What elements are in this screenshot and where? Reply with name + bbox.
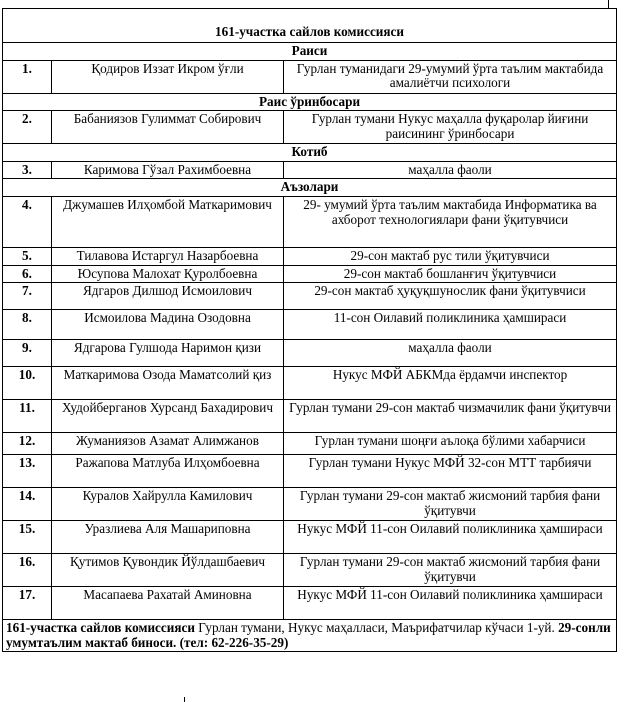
member-name: Ядгарова Гулшода Наримон қизи [52, 340, 284, 367]
member-number: 17. [3, 587, 52, 620]
member-position: маҳалла фаоли [284, 161, 617, 179]
section-row-secretary [3, 144, 617, 162]
member-number: 12. [3, 433, 52, 455]
title-row [3, 9, 617, 43]
member-row [3, 265, 617, 283]
member-row [3, 587, 617, 620]
member-row [3, 455, 617, 488]
member-name: Юсупова Малохат Қуролбоевна [52, 265, 284, 283]
table-title: 161-участка сайлов комиссияси [3, 9, 617, 43]
member-name: Маткаримова Озода Маматсолий қиз [52, 367, 284, 400]
member-name: Ражапова Матлуба Илҳомбоевна [52, 455, 284, 488]
member-name: Қодиров Иззат Икром ўғли [52, 60, 284, 93]
member-name: Ядгаров Дилшод Исмоилович [52, 283, 284, 310]
member-row [3, 60, 617, 93]
member-position: Нукус МФЙ 11-сон Оилавий поликлиника ҳамшираси [284, 521, 617, 554]
member-position: Гурлан тумани 29-сон мактаб жисмоний тарбия фани ўқитувчи [284, 488, 617, 521]
member-position: Гурлан туманидаги 29-умумий ўрта таълим мактабида амалиётчи психологи [284, 60, 617, 93]
member-name: Джумашев Илҳомбой Маткаримович [52, 196, 284, 247]
section-row-deputy [3, 93, 617, 111]
member-row [3, 283, 617, 310]
member-number: 9. [3, 340, 52, 367]
member-number: 14. [3, 488, 52, 521]
member-number: 2. [3, 111, 52, 144]
member-number: 7. [3, 283, 52, 310]
member-row [3, 488, 617, 521]
member-number: 16. [3, 554, 52, 587]
member-position: маҳалла фаоли [284, 340, 617, 367]
member-position: 29- умумий ўрта таълим мактабида Информатика ва ахборот технологиялари фани ўқитувчиси [284, 196, 617, 247]
footer-building-phone: 29-сонли умумтаълим мактаб биноси. (тел: 62-226-35-29) [6, 620, 611, 650]
member-number: 8. [3, 310, 52, 340]
member-name: Уразлиева Аля Машариповна [52, 521, 284, 554]
member-name: Жуманиязов Азамат Алимжанов [52, 433, 284, 455]
member-name: Қутимов Қувондик Йўлдашбаевич [52, 554, 284, 587]
member-position: 29-сон мактаб бошланғич ўқитувчиси [284, 265, 617, 283]
member-number: 5. [3, 247, 52, 265]
footer-row [3, 620, 617, 652]
member-position: Гурлан тумани шоңғи аълоқа бўлими хабарчиси [284, 433, 617, 455]
member-position: 11-сон Оилавий поликлиника ҳамшираси [284, 310, 617, 340]
page-bottom-mark [184, 697, 185, 702]
section-heading-chair: Раиси [3, 43, 617, 61]
footer-address [3, 620, 617, 652]
member-number: 3. [3, 161, 52, 179]
section-row-chair [3, 43, 617, 61]
member-row [3, 161, 617, 179]
member-position: Гурлан тумани 29-сон мактаб чизмачилик фани ўқитувчи [284, 400, 617, 433]
section-heading-members: Аъзолари [3, 179, 617, 197]
footer-address-text: Гурлан тумани, Нукус маҳалласи, Маърифатчилар кўчаси 1-уй. [194, 620, 559, 636]
member-name: Масапаева Рахатай Аминовна [52, 587, 284, 620]
member-position: Нукус МФЙ 11-сон Оилавий поликлиника ҳамшираси [284, 587, 617, 620]
member-name: Каримова Гўзал Рахимбоевна [52, 161, 284, 179]
member-row [3, 367, 617, 400]
member-name: Бабаниязов Гулиммат Собирович [52, 111, 284, 144]
member-name: Исмоилова Мадина Озодовна [52, 310, 284, 340]
member-number: 15. [3, 521, 52, 554]
member-name: Тилавова Истаргул Назарбоевна [52, 247, 284, 265]
member-row [3, 196, 617, 247]
member-number: 1. [3, 60, 52, 93]
member-number: 10. [3, 367, 52, 400]
commission-table [2, 8, 617, 652]
page-edge-mark [608, 0, 609, 8]
member-row [3, 247, 617, 265]
member-row [3, 554, 617, 587]
member-row [3, 310, 617, 340]
member-number: 11. [3, 400, 52, 433]
footer-commission-name: 161-участка сайлов комиссияси [6, 620, 195, 636]
member-position: Нукус МФЙ АБКМда ёрдамчи инспектор [284, 367, 617, 400]
section-heading-deputy: Раис ўринбосари [3, 93, 617, 111]
section-heading-secretary: Котиб [3, 144, 617, 162]
section-row-members [3, 179, 617, 197]
member-name: Куралов Хайрулла Камилович [52, 488, 284, 521]
member-position: Гурлан тумани 29-сон мактаб жисмоний тарбия фани ўқитувчи [284, 554, 617, 587]
member-position: 29-сон мактаб ҳуқуқшунослик фани ўқитувчиси [284, 283, 617, 310]
member-row [3, 400, 617, 433]
member-row [3, 340, 617, 367]
member-position: 29-сон мактаб рус тили ўқитувчиси [284, 247, 617, 265]
member-number: 13. [3, 455, 52, 488]
member-number: 4. [3, 196, 52, 247]
member-name: Худойберганов Хурсанд Бахадирович [52, 400, 284, 433]
member-position: Гурлан тумани Нукус маҳалла фуқаролар йиғини раисининг ўринбосари [284, 111, 617, 144]
member-row [3, 433, 617, 455]
member-position: Гурлан тумани Нукус МФЙ 32-сон МТТ тарбиячи [284, 455, 617, 488]
member-row [3, 111, 617, 144]
member-row [3, 521, 617, 554]
commission-document [2, 8, 616, 652]
member-number: 6. [3, 265, 52, 283]
